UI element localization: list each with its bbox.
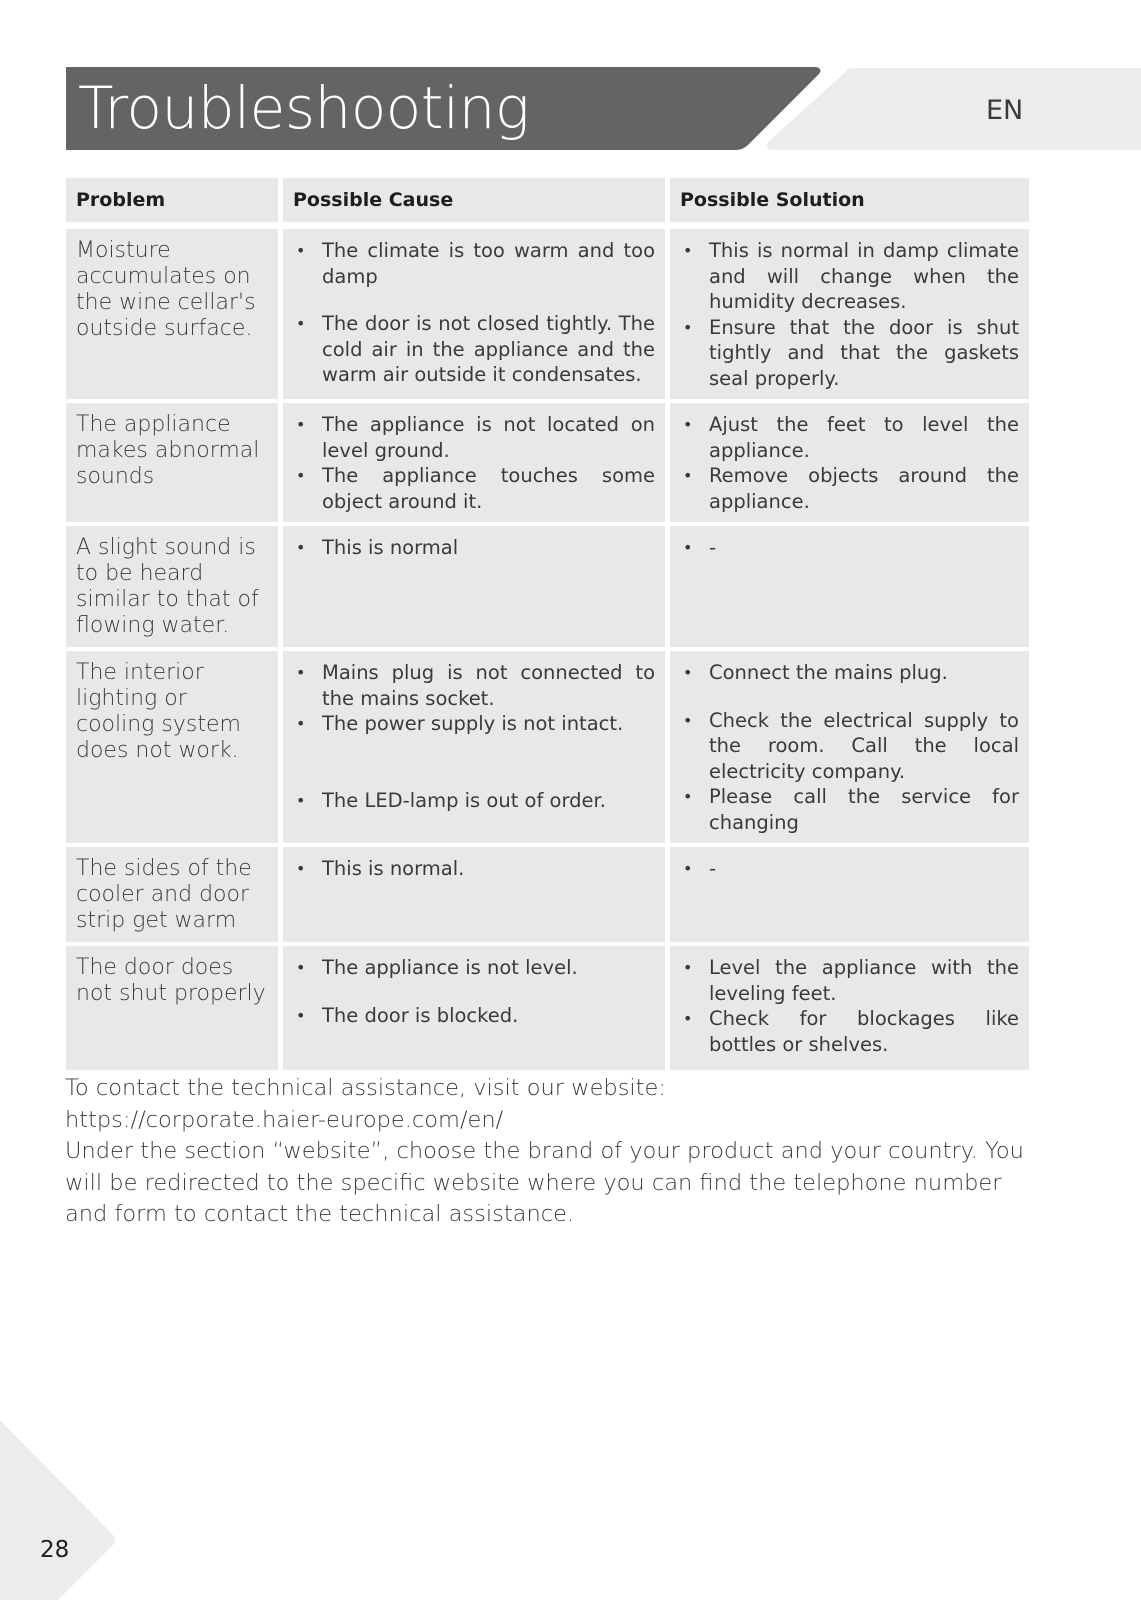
solution-item: • Ensure that the door is shut tightly and that the gaskets seal properly. [680, 315, 1019, 392]
solution-list [680, 856, 1019, 882]
contact-info [65, 1073, 1030, 1231]
table-row [66, 946, 1029, 1074]
problem-text: A slight sound is to be heard similar to that of flowing water. [76, 535, 259, 638]
table-row [66, 651, 1029, 847]
problem-text: The sides of the cooler and door strip get warm [76, 856, 252, 933]
problem-text: The door does not shut properly [76, 955, 266, 1006]
solution-item: • This is normal in damp climate and will change when the humidity decreases. [680, 238, 1019, 315]
solution-list [680, 238, 1019, 391]
cause-cell [283, 651, 670, 847]
column-header-cause: Possible Cause [283, 178, 670, 229]
cause-list [293, 660, 655, 813]
solution-cell [670, 946, 1029, 1074]
cause-cell [283, 526, 670, 651]
solution-cell [670, 229, 1029, 403]
solution-cell [670, 526, 1029, 651]
cause-item: • The appliance is not level. [293, 955, 655, 981]
solution-item: • Level the appliance with the leveling feet. [680, 955, 1019, 1006]
website-link[interactable]: https://corporate.haier-europe.com/en/ [65, 1106, 504, 1133]
cause-item: • Mains plug is not connected to the mains socket. [293, 660, 655, 711]
solution-item: • Please call the service for changing [680, 784, 1019, 835]
column-header-problem: Problem [66, 178, 283, 229]
solution-list [680, 660, 1019, 835]
table-row [66, 403, 1029, 526]
cause-cell [283, 229, 670, 403]
table-row [66, 526, 1029, 651]
header-light-tab [767, 68, 1141, 150]
solution-item: • Connect the mains plug. [680, 660, 1019, 686]
cause-item: • The door is not closed tightly. The cold air in the appliance and the warm air outside it condensates. [293, 311, 655, 388]
solution-list [680, 955, 1019, 1057]
solution-item: • - [680, 856, 1019, 882]
problem-text: The appliance makes abnormal sounds [76, 412, 260, 489]
page-number: 28 [40, 1537, 70, 1563]
problem-cell [66, 847, 283, 946]
cause-item: • The LED-lamp is out of order. [293, 788, 655, 814]
solution-cell [670, 403, 1029, 526]
contact-intro: To contact the technical assistance, visit our website: [65, 1075, 666, 1101]
cause-cell [283, 403, 670, 526]
solution-item: • Remove objects around the appliance. [680, 463, 1019, 514]
cause-list [293, 955, 655, 1028]
solution-item: • Check the electrical supply to the room. Call the local electricity company. [680, 708, 1019, 785]
cause-list [293, 412, 655, 514]
table-row [66, 847, 1029, 946]
cause-list [293, 856, 655, 882]
cause-item: • The door is blocked. [293, 1003, 655, 1029]
cause-cell [283, 847, 670, 946]
cause-list [293, 238, 655, 388]
cause-item: • This is normal. [293, 856, 655, 882]
table-header-row [66, 178, 1029, 229]
language-code: EN [986, 95, 1024, 126]
problem-cell [66, 229, 283, 403]
solution-list [680, 535, 1019, 561]
cause-item: • The appliance is not located on level ground. [293, 412, 655, 463]
cause-item: • The power supply is not intact. [293, 711, 655, 737]
cause-item: • This is normal [293, 535, 655, 561]
solution-item: • - [680, 535, 1019, 561]
problem-cell [66, 946, 283, 1074]
solution-item: • Ajust the feet to level the appliance. [680, 412, 1019, 463]
solution-list [680, 412, 1019, 514]
page-corner-shape [0, 1420, 115, 1600]
contact-instructions: Under the section “website”, choose the brand of your product and your country. You will be redirected to the specific website where you can find the telephone number and form to contact the technical assistance. [65, 1138, 1024, 1227]
problem-text: Moisture accumulates on the wine cellar's outside surface. [76, 238, 256, 341]
cause-cell [283, 946, 670, 1074]
cause-item: • The climate is too warm and too damp [293, 238, 655, 289]
cause-list [293, 535, 655, 561]
problem-cell [66, 651, 283, 847]
problem-cell [66, 403, 283, 526]
problem-text: The interior lighting or cooling system does not work. [76, 660, 241, 763]
page-title: Troubleshooting [78, 74, 530, 142]
solution-item: • Check for blockages like bottles or shelves. [680, 1006, 1019, 1057]
table-row [66, 229, 1029, 403]
cause-item: • The appliance touches some object around it. [293, 463, 655, 514]
solution-cell [670, 847, 1029, 946]
problem-cell [66, 526, 283, 651]
column-header-solution: Possible Solution [670, 178, 1029, 229]
solution-cell [670, 651, 1029, 847]
troubleshooting-table [66, 178, 1029, 1074]
